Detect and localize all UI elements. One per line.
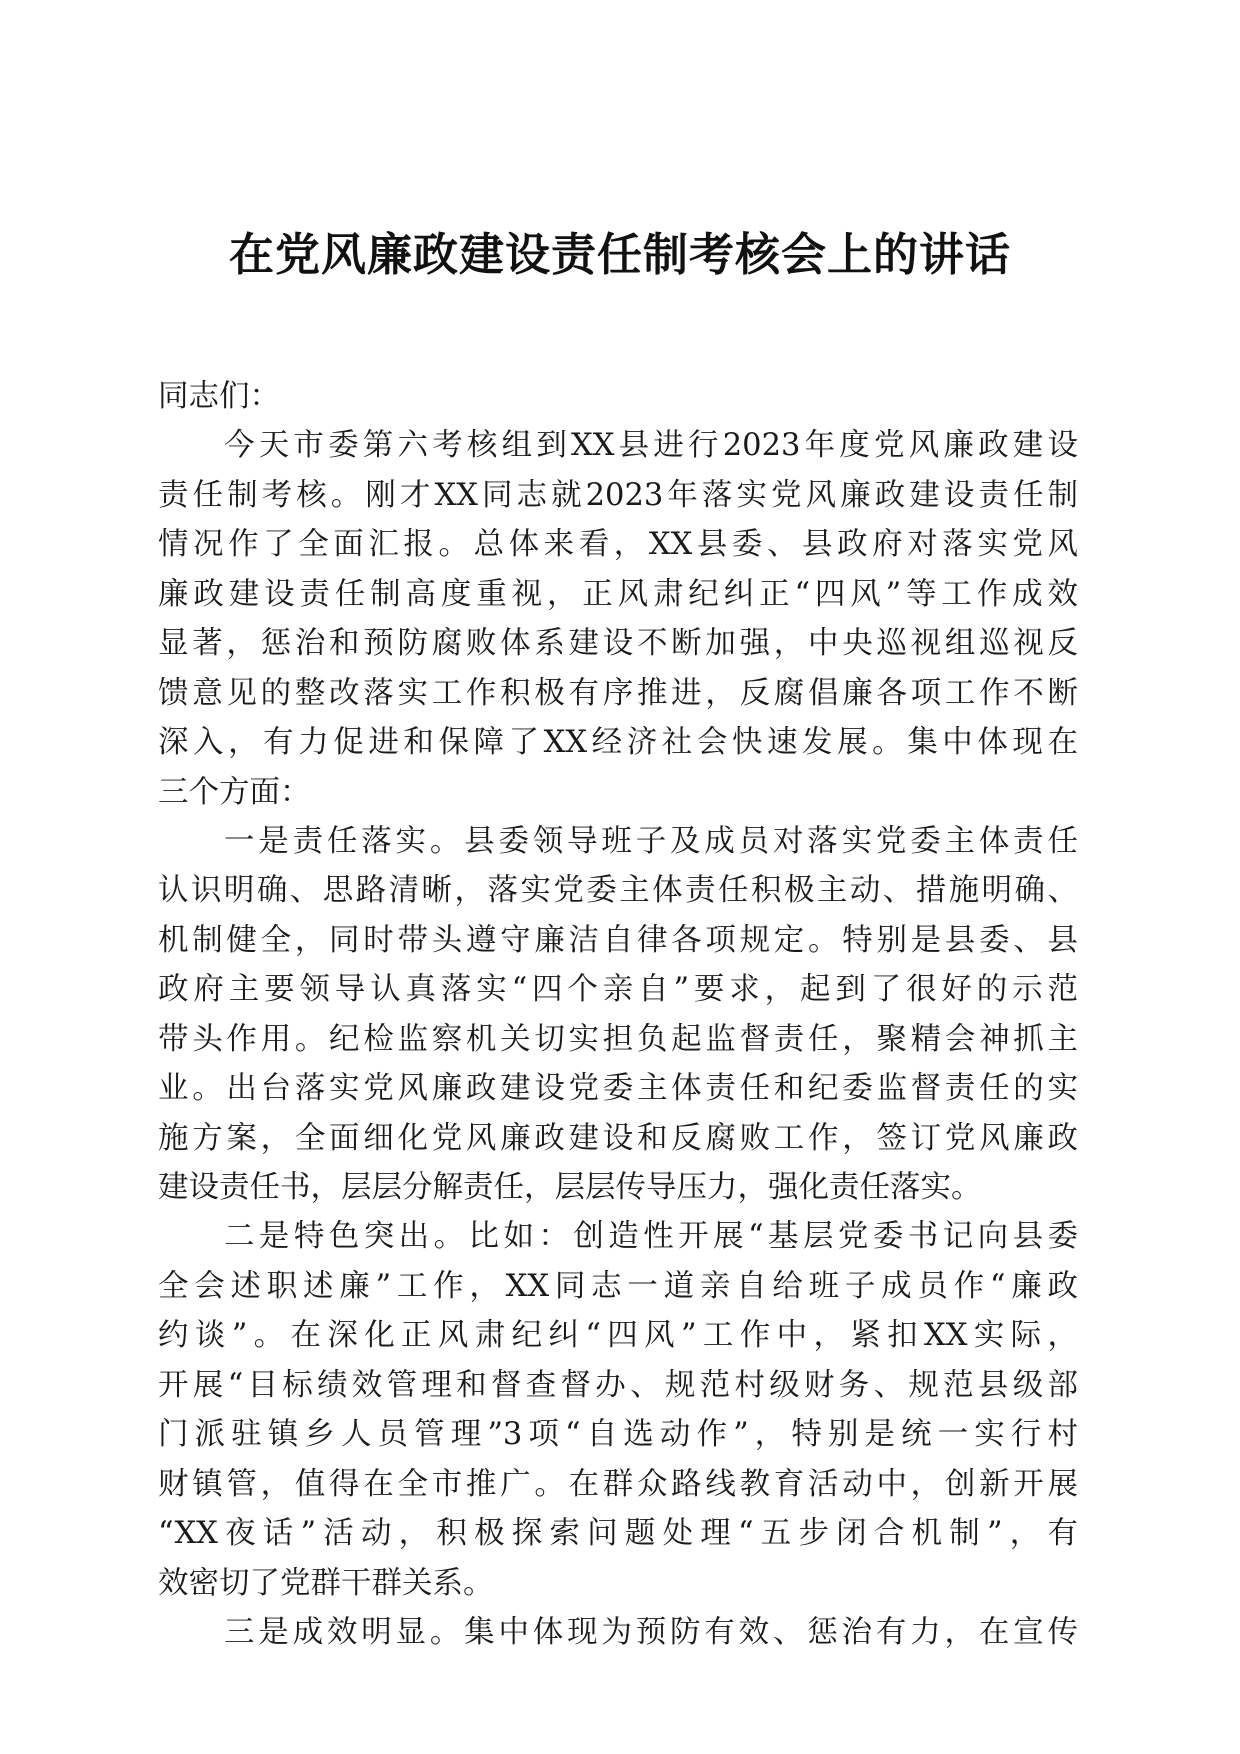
- paragraph-line: “XX夜话”活动，积极探索问题处理“五步闭合机制”，有: [158, 1516, 1078, 1552]
- paragraph-line: 二是特色突出。比如：创造性开展“基层党委书记向县委: [224, 1219, 1078, 1255]
- paragraph-line: 情况作了全面汇报。总体来看，XX县委、县政府对落实党风: [158, 527, 1078, 563]
- paragraph-line: 效密切了党群干群关系。: [158, 1565, 494, 1601]
- paragraph-line: 馈意见的整改落实工作积极有序推进，反腐倡廉各项工作不断: [158, 675, 1078, 711]
- paragraph-line: 全会述职述廉”工作，XX同志一道亲自给班子成员作“廉政: [158, 1268, 1078, 1304]
- document-body: [158, 372, 1078, 1657]
- paragraph-line: 三个方面：: [158, 774, 311, 810]
- paragraph-line: 责任制考核。刚才XX同志就2023年落实党风廉政建设责任制: [158, 477, 1078, 513]
- paragraph-line: 施方案，全面细化党风廉政建设和反腐败工作，签订党风廉政: [158, 1120, 1078, 1156]
- salutation-line: 同志们：: [158, 379, 280, 414]
- paragraph-line: 机制健全，同时带头遵守廉洁自律各项规定。特别是县委、县: [158, 922, 1078, 958]
- paragraph-line: 廉政建设责任制高度重视，正风肃纪纠正“四风”等工作成效: [158, 576, 1078, 612]
- paragraph-line: 建设责任书，层层分解责任，层层传导压力，强化责任落实。: [158, 1170, 982, 1205]
- paragraph-line: 今天市委第六考核组到XX县进行2023年度党风廉政建设: [224, 428, 1078, 464]
- paragraph-line: 带头作用。纪检监察机关切实担负起监督责任，聚精会神抓主: [158, 1021, 1078, 1057]
- paragraph-line: 约谈”。在深化正风肃纪纠“四风”工作中，紧扣XX实际，: [158, 1318, 1078, 1354]
- paragraph-line: 显著，惩治和预防腐败体系建设不断加强，中央巡视组巡视反: [158, 626, 1078, 662]
- paragraph-line: 业。出台落实党风廉政建设党委主体责任和纪委监督责任的实: [158, 1071, 1078, 1107]
- document-title: 在党风廉政建设责任制考核会上的讲话: [228, 228, 1011, 281]
- paragraph-line: 门派驻镇乡人员管理”3项“自选动作”，特别是统一实行村: [158, 1417, 1078, 1453]
- paragraph-line: 三是成效明显。集中体现为预防有效、惩治有力，在宣传: [224, 1614, 1078, 1650]
- paragraph-line: 认识明确、思路清晰，落实党委主体责任积极主动、措施明确、: [158, 873, 1078, 909]
- paragraph-line: 开展“目标绩效管理和督查督办、规范村级财务、规范县级部: [158, 1367, 1078, 1403]
- paragraph-line: 一是责任落实。县委领导班子及成员对落实党委主体责任: [224, 823, 1078, 859]
- paragraph-line: 深入，有力促进和保障了XX经济社会快速发展。集中体现在: [158, 725, 1078, 761]
- paragraph-line: 财镇管，值得在全市推广。在群众路线教育活动中，创新开展: [158, 1466, 1078, 1502]
- paragraph-line: 政府主要领导认真落实“四个亲自”要求，起到了很好的示范: [158, 972, 1078, 1008]
